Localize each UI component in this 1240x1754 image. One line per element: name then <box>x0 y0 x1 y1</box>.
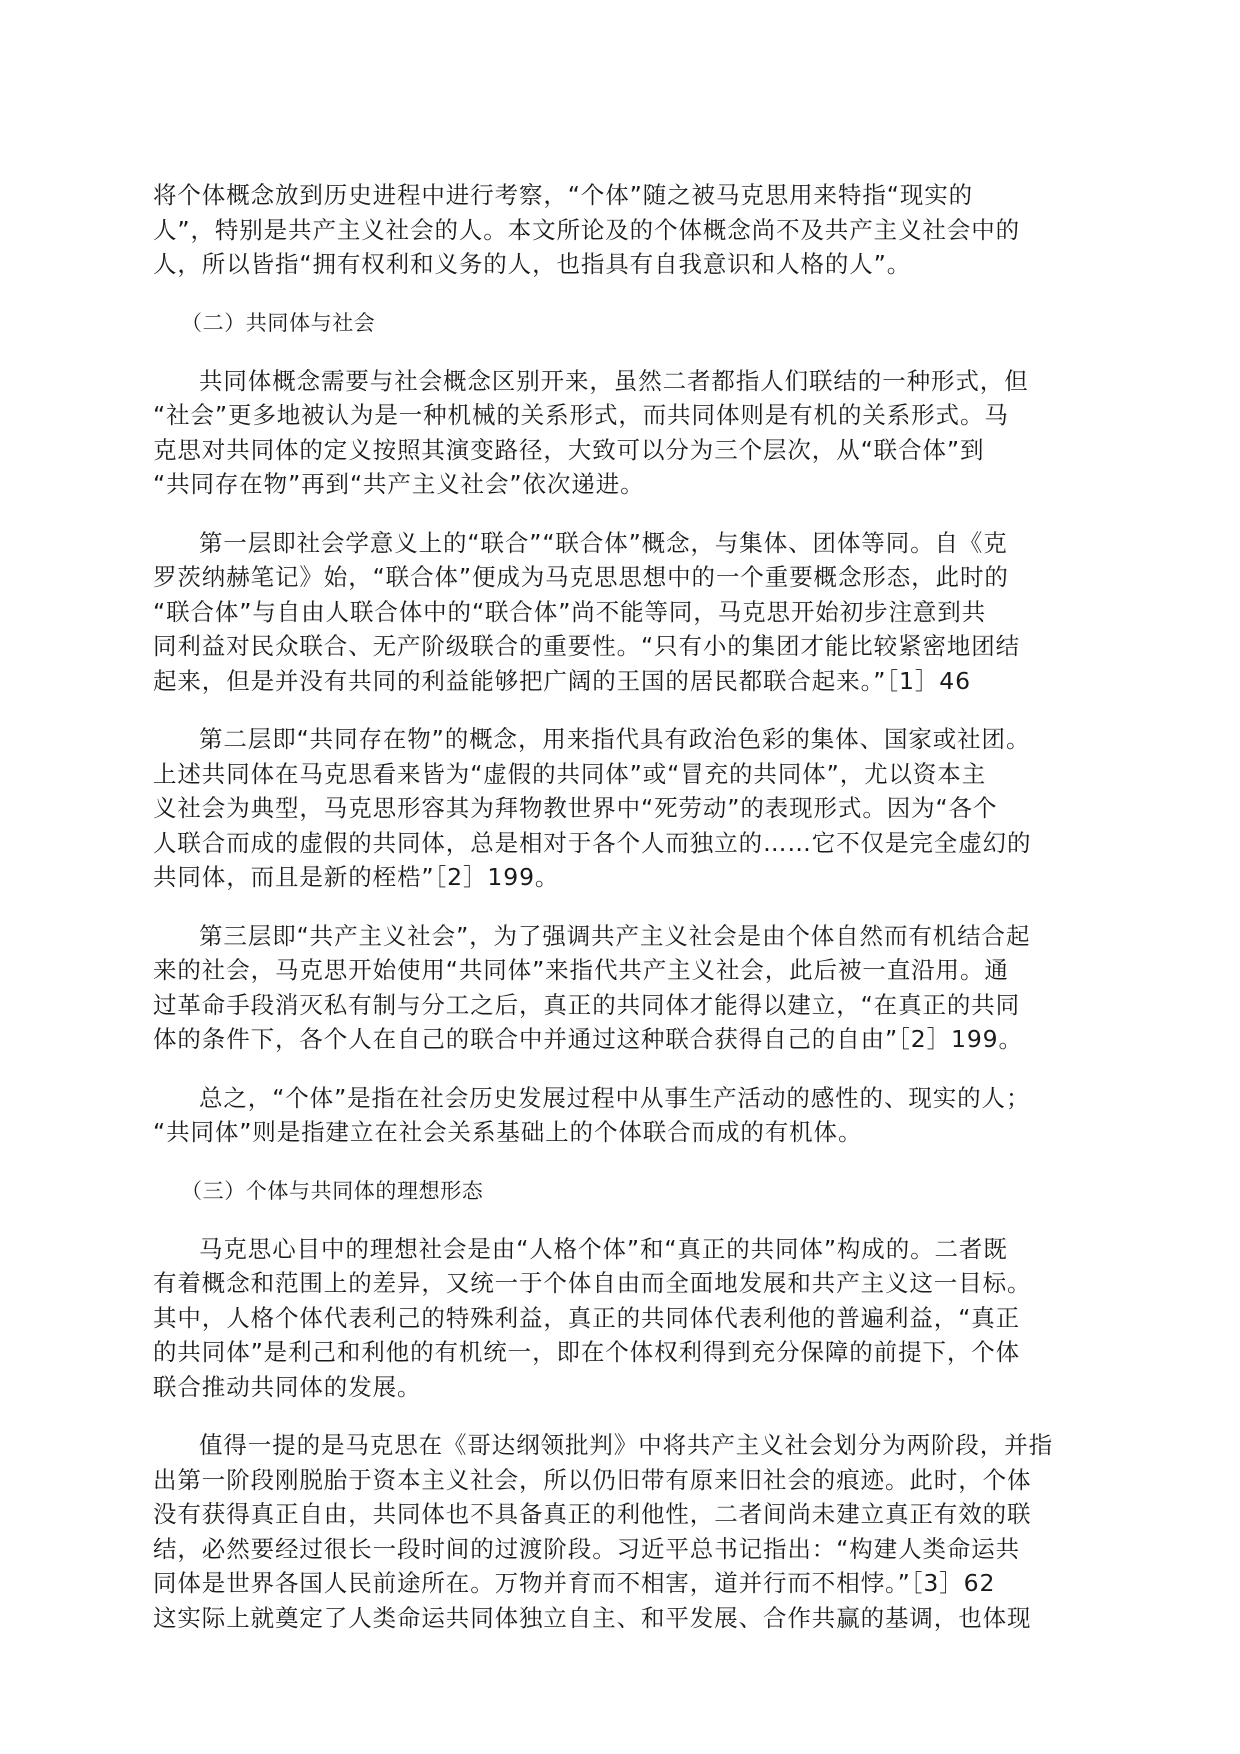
text-line: 其中，人格个体代表利己的特殊利益，真正的共同体代表利他的普遍利益，“真正 <box>153 1303 1021 1332</box>
text-line: 起来，但是并没有共同的利益能够把广阔的王国的居民都联合起来。”［1］46 <box>153 666 971 695</box>
text-line: 人”，特别是共产主义社会的人。本文所论及的个体概念尚不及共产主义社会中的 <box>153 215 1021 244</box>
paragraph-third-level <box>153 919 1073 1057</box>
paragraph-continued <box>153 178 1073 282</box>
text-line: 马克思心目中的理想社会是由“人格个体”和“真正的共同体”构成的。二者既 <box>199 1234 1008 1263</box>
text-line: 罗茨纳赫笔记》始，“联合体”便成为马克思思想中的一个重要概念形态，此时的 <box>153 563 1009 591</box>
text-line: 共同体，而且是新的桎梏”［2］199。 <box>153 863 560 891</box>
text-line: 克思对共同体的定义按照其演变路径，大致可以分为三个层次，从“联合体”到 <box>153 435 985 464</box>
text-line: “共同存在物”再到“共产主义社会”依次递进。 <box>153 470 645 498</box>
text-line: 第三层即“共产主义社会”，为了强调共产主义社会是由个体自然而有机结合起 <box>199 921 1031 950</box>
text-line: “联合体”与自由人联合体中的“联合体”尚不能等同，马克思开始初步注意到共 <box>153 597 987 626</box>
text-line: 结，必然要经过很长一段时间的过渡阶段。习近平总书记指出：“构建人类命运共 <box>153 1534 1021 1563</box>
paragraph-first-level <box>153 526 1073 699</box>
text-line: 将个体概念放到历史进程中进行考察，“个体”随之被马克思用来特指“现实的 <box>153 181 974 209</box>
text-line: 第二层即“共同存在物”的概念，用来指代具有政治色彩的集体、国家或社团。 <box>199 725 1031 753</box>
text-line: 共同体概念需要与社会概念区别开来，虽然二者都指人们联结的一种形式，但 <box>199 366 1029 395</box>
text-line: 人联合而成的虚假的共同体，总是相对于各个人而独立的……它不仅是完全虚幻的 <box>153 828 1032 857</box>
text-line: “共同体”则是指建立在社会关系基础上的个体联合而成的有机体。 <box>153 1118 863 1146</box>
text-line: 义社会为典型，马克思形容其为拜物教世界中“死劳动”的表现形式。因为“各个 <box>153 794 998 822</box>
text-line: 有着概念和范围上的差异，又统一于个体自由而全面地发展和共产主义这一目标。 <box>153 1269 1032 1297</box>
section-heading-2: （二）共同体与社会 <box>181 310 376 335</box>
paragraph-ideal-society <box>153 1232 1073 1405</box>
text-line: 值得一提的是马克思在《哥达纲领批判》中将共产主义社会划分为两阶段，并指 <box>199 1431 1053 1459</box>
text-line: 联合推动共同体的发展。 <box>153 1372 422 1401</box>
paragraph-gotha-critique <box>153 1428 1073 1635</box>
text-line: 第一层即社会学意义上的“联合”“联合体”概念，与集体、团体等同。自《克 <box>199 528 1008 557</box>
text-line: 同体是世界各国人民前途所在。万物并育而不相害，道并行而不相悖。”［3］62 <box>153 1569 996 1597</box>
text-line: 过革命手段消灭私有制与分工之后，真正的共同体才能得以建立，“在真正的共同 <box>153 990 1021 1019</box>
text-line: 人，所以皆指“拥有权利和义务的人，也指具有自我意识和人格的人”。 <box>153 250 912 278</box>
text-line: 来的社会，马克思开始使用“共同体”来指代共产主义社会，此后被一直沿用。通 <box>153 956 1009 984</box>
text-line: 同利益对民众联合、无产阶级联合的重要性。“只有小的集团才能比较紧密地团结 <box>153 632 1021 660</box>
document-body <box>153 178 1073 1659</box>
paragraph-second-level <box>153 722 1073 895</box>
paragraph-summary <box>153 1081 1073 1150</box>
paragraph-community-vs-society <box>153 364 1073 502</box>
text-line: “社会”更多地被认为是一种机械的关系形式，而共同体则是有机的关系形式。马 <box>153 401 1009 429</box>
text-line: 这实际上就奠定了人类命运共同体独立自主、和平发展、合作共赢的基调，也体现 <box>153 1603 1032 1632</box>
text-line: 上述共同体在马克思看来皆为“虚假的共同体”或“冒充的共同体”，尤以资本主 <box>153 759 987 788</box>
section-heading-3: （三）个体与共同体的理想形态 <box>181 1178 484 1203</box>
text-line: 总之，“个体”是指在社会历史发展过程中从事生产活动的感性的、现实的人； <box>199 1083 1031 1112</box>
text-line: 的共同体”是利己和利他的有机统一，即在个体权利得到充分保障的前提下，个体 <box>153 1338 1021 1366</box>
text-line: 体的条件下，各个人在自己的联合中并通过这种联合获得自己的自由”［2］199。 <box>153 1025 1023 1053</box>
text-line: 没有获得真正自由，共同体也不具备真正的利他性，二者间尚未建立真正有效的联 <box>153 1500 1032 1528</box>
text-line: 出第一阶段刚脱胎于资本主义社会，所以仍旧带有原来旧社会的痕迹。此时，个体 <box>153 1465 1032 1494</box>
